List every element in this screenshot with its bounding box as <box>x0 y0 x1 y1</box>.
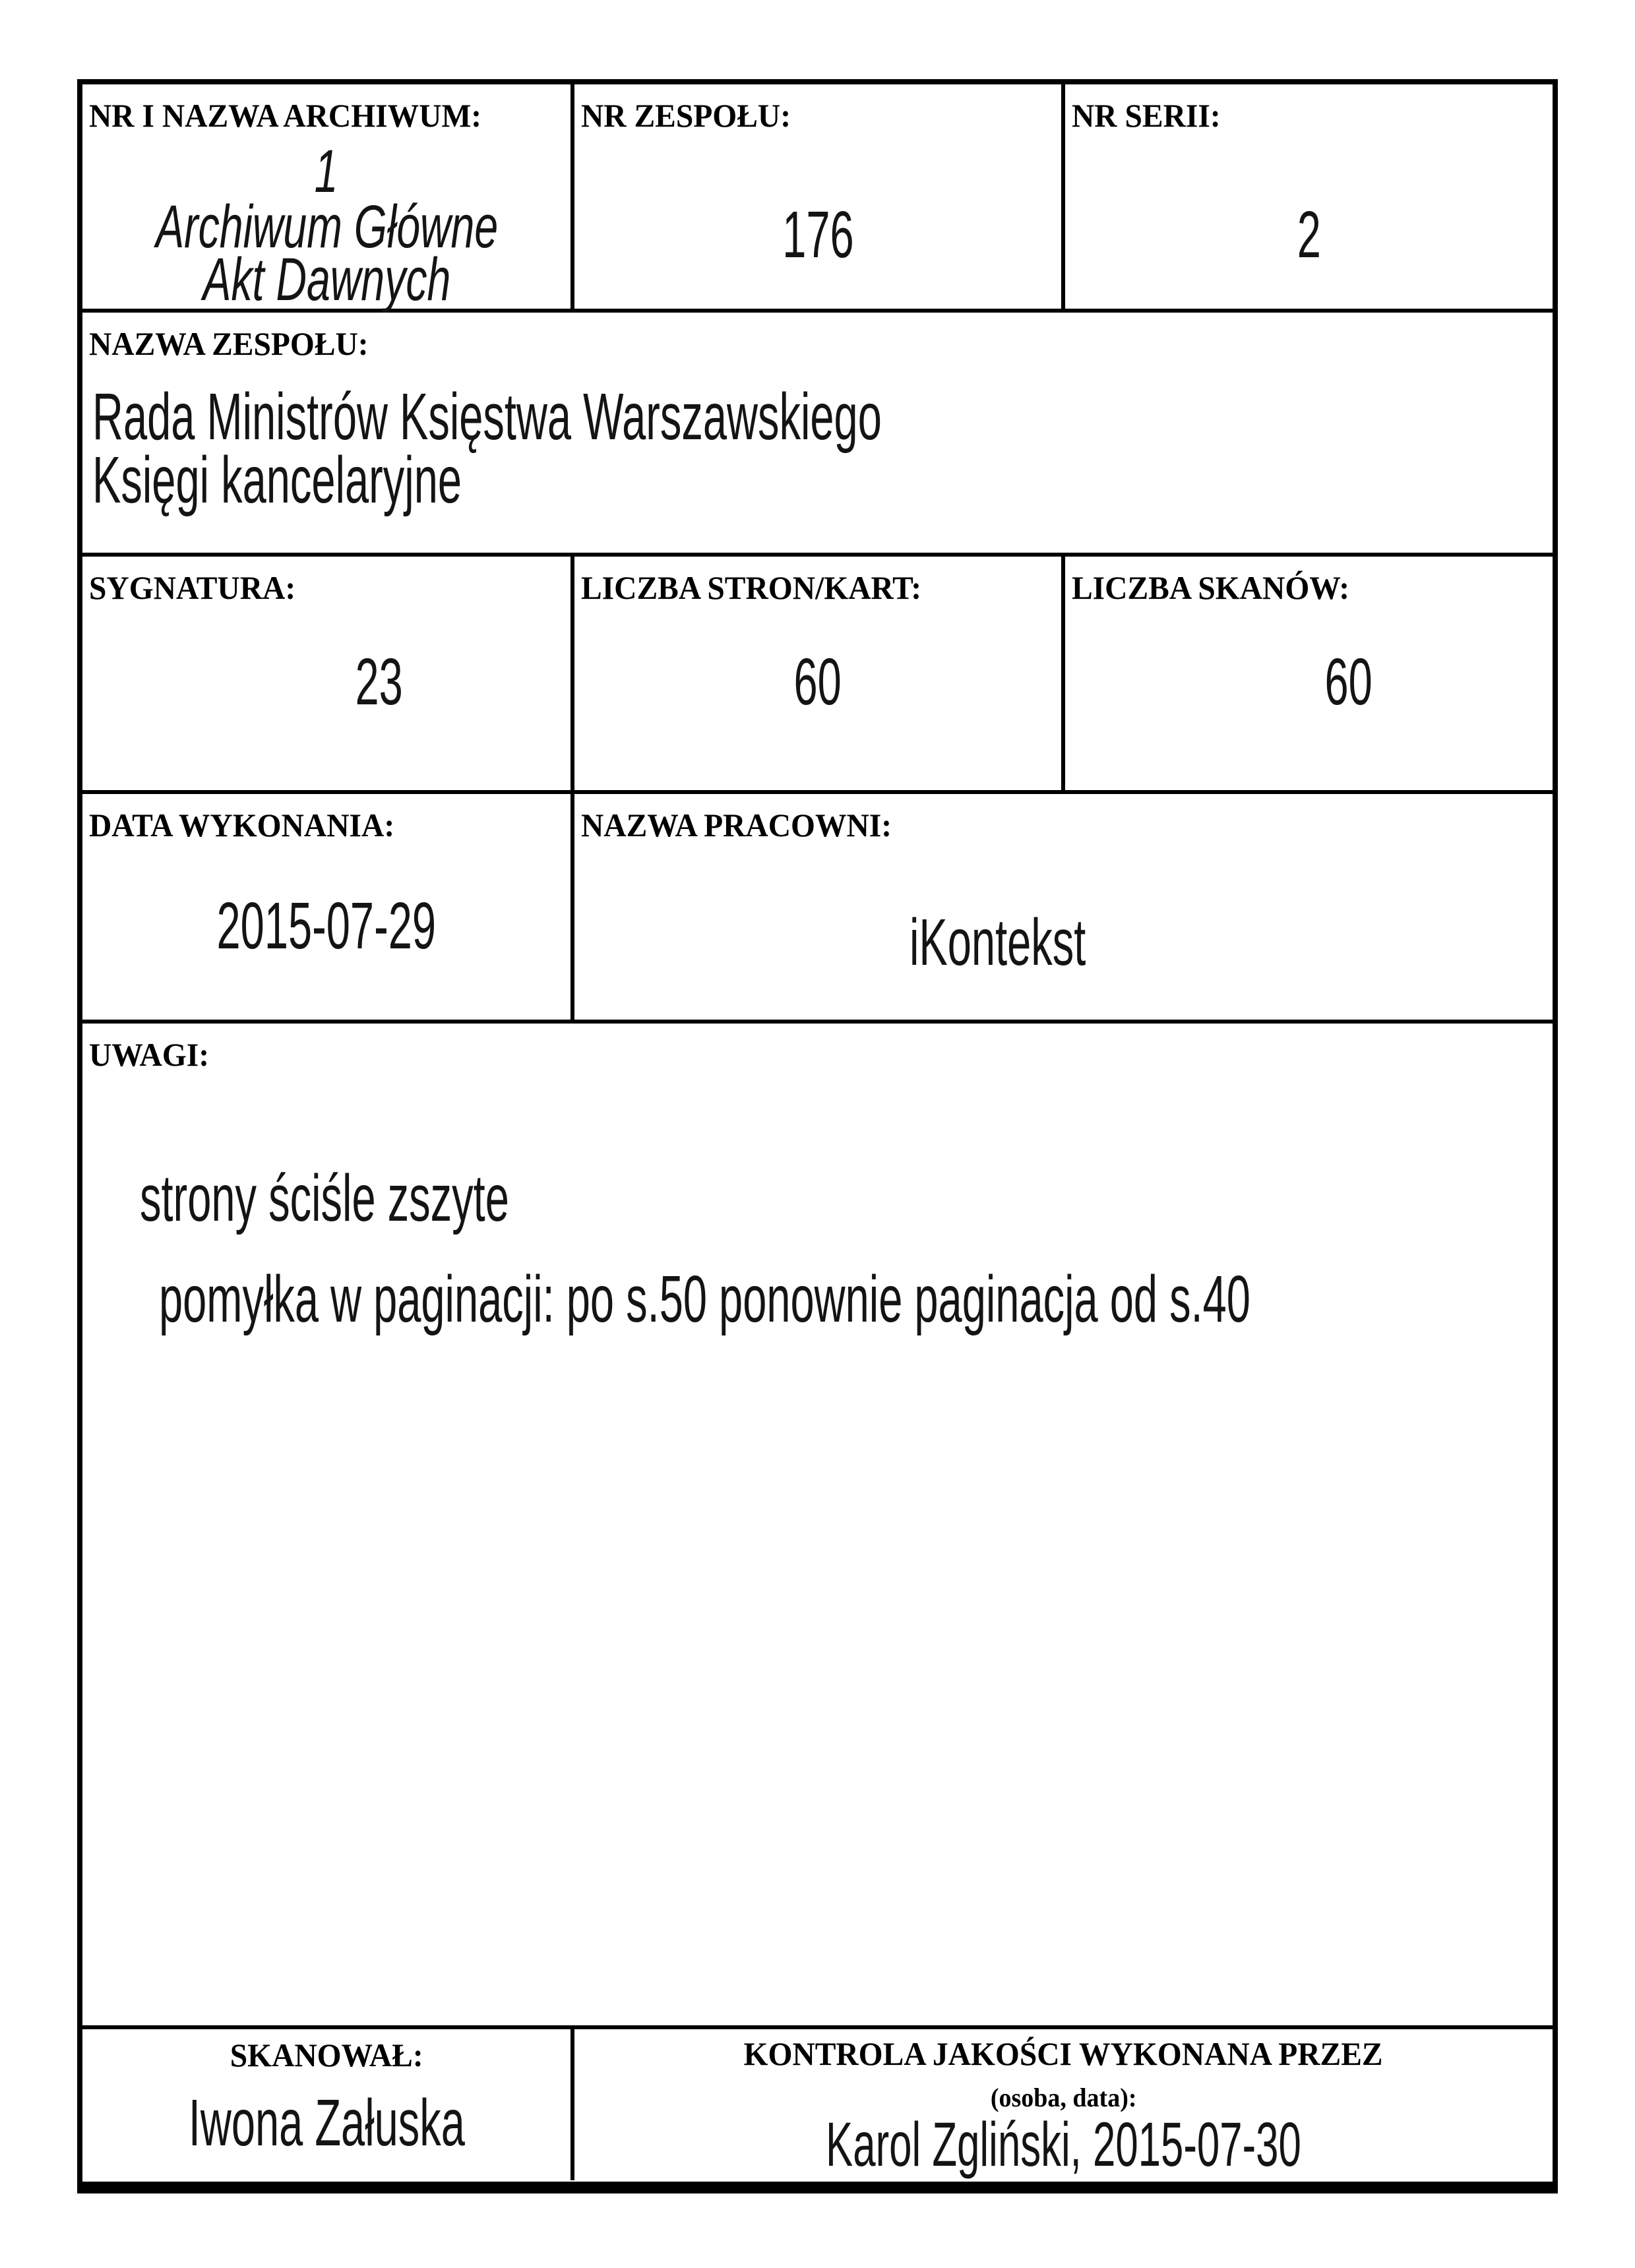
kontrola-jakosci-label: KONTROLA JAKOŚCI WYKONANA PRZEZ <box>743 2035 1384 2072</box>
nr-serii-value: 2 <box>1297 198 1321 272</box>
kontrola-jakosci-value: Karol Zgliński, 2015-07-30 <box>826 2110 1301 2180</box>
cell-nr-serii <box>1065 84 1553 313</box>
nazwa-zespolu-label: NAZWA ZESPOŁU: <box>89 325 369 362</box>
cell-nr-i-nazwa-archiwum <box>82 84 574 313</box>
cell-uwagi <box>82 1024 1553 2029</box>
nr-serii-label: NR SERII: <box>1072 97 1221 134</box>
sygnatura-value: 23 <box>355 645 404 719</box>
archive-scan-form <box>77 79 1558 2193</box>
archive-name-line1: Archiwum Główne <box>156 193 499 261</box>
nazwa-zespolu-line2: Księgi kancelaryjne <box>92 443 462 517</box>
liczba-skanow-value: 60 <box>1324 645 1373 719</box>
cell-nazwa-pracowni <box>574 794 1553 1024</box>
data-wykonania-label: DATA WYKONANIA: <box>89 807 395 843</box>
cell-data-wykonania <box>82 794 574 1024</box>
cell-nr-zespolu <box>574 84 1065 313</box>
cell-kontrola-jakosci <box>574 2029 1553 2180</box>
skanowal-value: Iwona Załuska <box>188 2086 465 2160</box>
uwagi-note-1: strony ściśle zszyte <box>140 1161 509 1235</box>
data-wykonania-value: 2015-07-29 <box>216 889 437 963</box>
nazwa-zespolu-line1: Rada Ministrów Księstwa Warszawskiego <box>92 380 882 454</box>
nr-i-nazwa-archiwum-label: NR I NAZWA ARCHIWUM: <box>89 97 482 134</box>
nazwa-pracowni-value: iKontekst <box>909 905 1086 979</box>
uwagi-note-2: pomyłka w paginacji: po s.50 ponownie paginacja od s.40 <box>159 1262 1250 1336</box>
cell-liczba-skanow <box>1065 557 1553 794</box>
uwagi-label: UWAGI: <box>89 1036 210 1073</box>
nr-zespolu-value: 176 <box>782 198 854 272</box>
nazwa-pracowni-label: NAZWA PRACOWNI: <box>581 807 892 843</box>
nr-zespolu-label: NR ZESPOŁU: <box>581 97 791 134</box>
cell-skanowal <box>82 2029 574 2180</box>
liczba-stron-kart-label: LICZBA STRON/KART: <box>581 569 922 606</box>
archive-name-line2: Akt Dawnych <box>202 246 450 313</box>
archive-number: 1 <box>315 138 338 205</box>
cell-liczba-stron-kart <box>574 557 1065 794</box>
cell-nazwa-zespolu <box>82 313 1553 557</box>
liczba-stron-kart-value: 60 <box>793 645 842 719</box>
kontrola-jakosci-sublabel: (osoba, data): <box>990 2083 1137 2112</box>
cell-sygnatura <box>82 557 574 794</box>
skanowal-label: SKANOWAŁ: <box>230 2037 423 2073</box>
sygnatura-label: SYGNATURA: <box>89 569 296 606</box>
liczba-skanow-label: LICZBA SKANÓW: <box>1072 569 1350 606</box>
